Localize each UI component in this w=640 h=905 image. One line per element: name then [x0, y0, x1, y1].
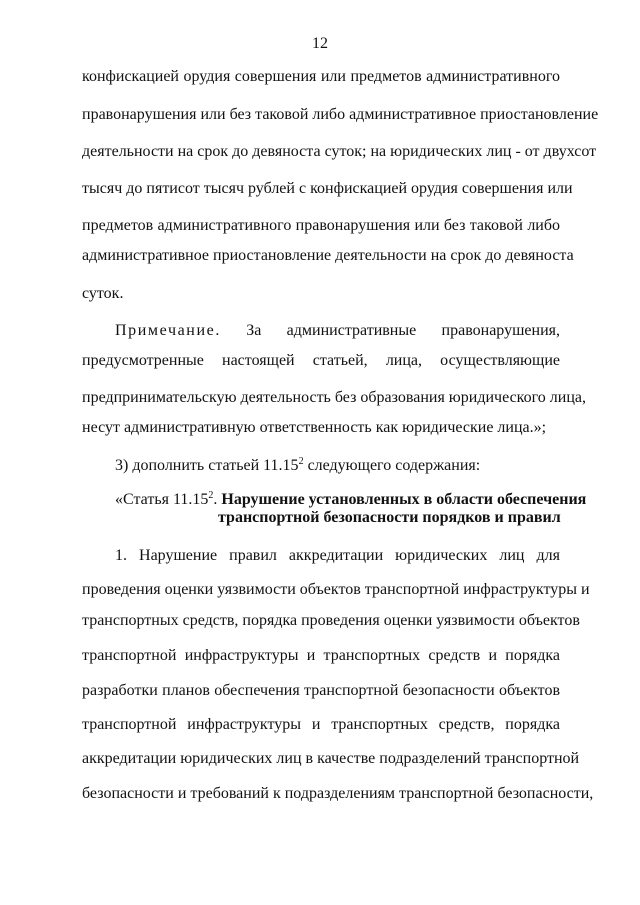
note-first-line	[115, 320, 560, 342]
paragraph-line: суток.	[82, 285, 124, 302]
item-3	[115, 455, 560, 477]
paragraph-line: проведения оценки уязвимости объектов транспортной инфраструктуры и	[82, 581, 590, 598]
article-number-sup: 2	[208, 490, 214, 501]
paragraph-line: аккредитации юридических лиц в качестве подразделений транспортной	[82, 750, 580, 767]
article-title: Нарушение установленных в области обеспечения	[221, 491, 587, 508]
paragraph-line: транспортной инфраструктуры и транспортных средств, порядка	[82, 716, 560, 733]
paragraph-line: разработки планов обеспечения транспортной безопасности объектов	[82, 682, 560, 699]
item-3-text-after: следующего содержания:	[303, 457, 481, 474]
paragraph-line: административное приостановление деятельности на срок до девяноста	[82, 247, 574, 264]
note-first-line-rest: За административные правонарушения,	[246, 322, 560, 339]
note-line: предпринимательскую деятельность без образования юридического лица,	[82, 389, 586, 406]
page-number: 12	[312, 35, 328, 52]
paragraph-line: транспортных средств, порядка проведения оценки уязвимости объектов	[82, 612, 580, 629]
item-3-text: 3) дополнить статьей 11.15	[115, 457, 299, 474]
paragraph-line: 1. Нарушение правил аккредитации юридических лиц для	[115, 547, 560, 564]
article-heading-line-2: транспортной безопасности порядков и правил	[218, 509, 561, 526]
item-3-sup: 2	[298, 456, 304, 467]
paragraph-line: безопасности и требований к подразделениям транспортной безопасности,	[82, 785, 594, 802]
paragraph-line: транспортной инфраструктуры и транспортных средств и порядка	[82, 647, 560, 664]
note-label: Примечание.	[115, 322, 221, 339]
note-line: несут административную ответственность как юридические лица.»;	[82, 419, 547, 436]
paragraph-line: конфискацией орудия совершения или предметов административного	[82, 68, 560, 85]
article-number-dot: .	[213, 491, 222, 508]
note-line: предусмотренные настоящей статьей, лица, осуществляющие	[82, 352, 560, 369]
article-number: «Статья 11.15	[115, 491, 209, 508]
paragraph-line: тысяч до пятисот тысяч рублей с конфискацией орудия совершения или	[82, 180, 573, 197]
paragraph-line: предметов административного правонарушения или без таковой либо	[82, 217, 560, 234]
paragraph-line: деятельности на срок до девяноста суток; на юридических лиц - от двухсот	[82, 143, 597, 160]
paragraph-line: правонарушения или без таковой либо административное приостановление	[82, 106, 599, 123]
